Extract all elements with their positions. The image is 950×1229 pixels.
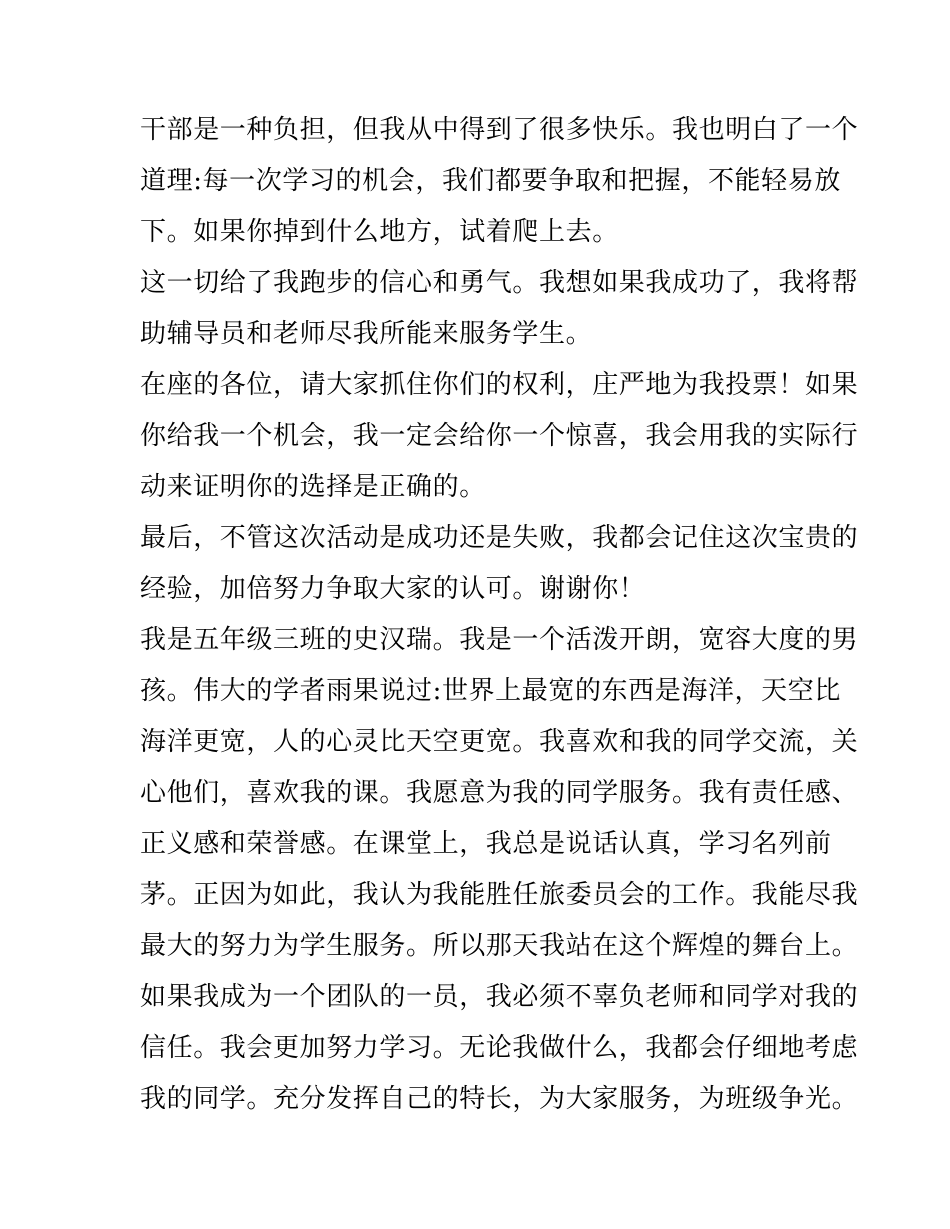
text-line: 海洋更宽，人的心灵比天空更宽。我喜欢和我的同学交流，关 <box>140 727 859 757</box>
text-line: 最后，不管这次活动是成功还是失败，我都会记住这次宝贵的 <box>140 523 859 553</box>
text-line: 这一切给了我跑步的信心和勇气。我想如果我成功了，我将帮 <box>140 268 859 298</box>
text-line: 我是五年级三班的史汉瑞。我是一个活泼开朗，宽容大度的男 <box>140 625 859 655</box>
text-line: 经验，加倍努力争取大家的认可。谢谢你！ <box>140 574 646 604</box>
text-line: 最大的努力为学生服务。所以那天我站在这个辉煌的舞台上。 <box>140 931 859 961</box>
text-line: 动来证明你的选择是正确的。 <box>140 472 486 502</box>
text-line: 信任。我会更加努力学习。无论我做什么，我都会仔细地考虑 <box>140 1033 859 1063</box>
text-line: 心他们，喜欢我的课。我愿意为我的同学服务。我有责任感、 <box>140 778 859 808</box>
text-line: 如果我成为一个团队的一员，我必须不辜负老师和同学对我的 <box>140 982 859 1012</box>
text-line: 你给我一个机会，我一定会给你一个惊喜，我会用我的实际行 <box>140 421 859 451</box>
text-line: 道理:每一次学习的机会，我们都要争取和把握，不能轻易放 <box>140 166 841 196</box>
text-line: 下。如果你掉到什么地方，试着爬上去。 <box>140 217 619 247</box>
document-body <box>140 105 859 1125</box>
text-line: 正义感和荣誉感。在课堂上，我总是说话认真，学习名列前 <box>140 829 832 859</box>
text-line: 茅。正因为如此，我认为我能胜任旅委员会的工作。我能尽我 <box>140 880 859 910</box>
text-line: 在座的各位，请大家抓住你们的权利，庄严地为我投票！如果 <box>140 370 859 400</box>
text-line: 助辅导员和老师尽我所能来服务学生。 <box>140 319 593 349</box>
text-line: 我的同学。充分发挥自己的特长，为大家服务，为班级争光。 <box>140 1084 859 1114</box>
text-line: 孩。伟大的学者雨果说过:世界上最宽的东西是海洋，天空比 <box>140 676 841 706</box>
text-line: 干部是一种负担，但我从中得到了很多快乐。我也明白了一个 <box>140 115 859 145</box>
